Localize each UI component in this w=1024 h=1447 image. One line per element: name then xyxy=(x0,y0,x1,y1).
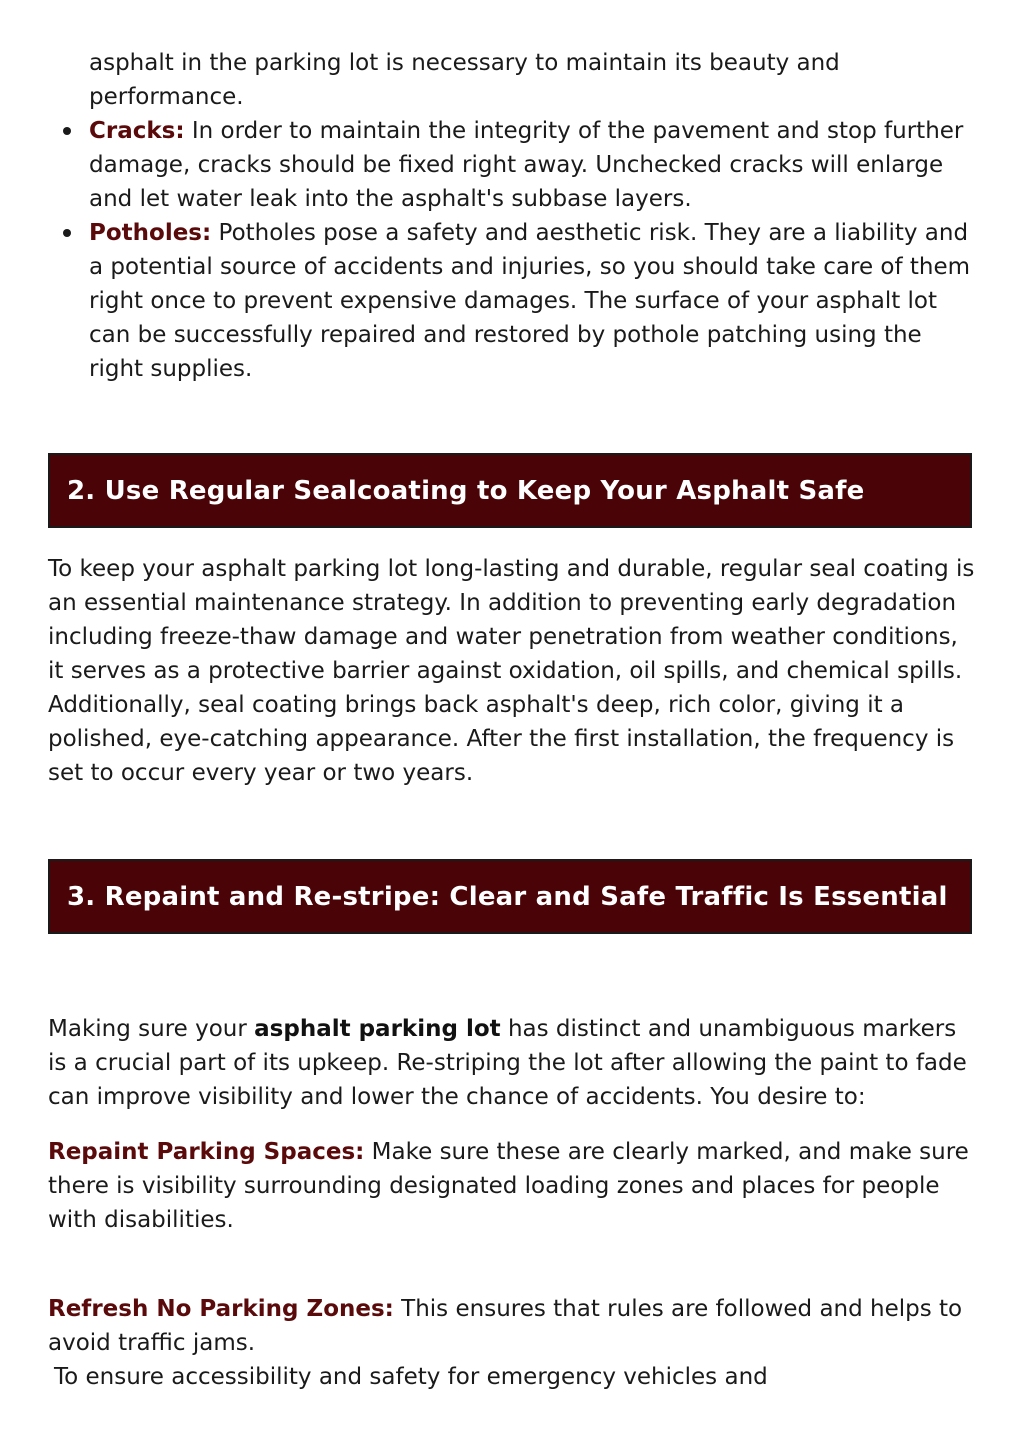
intro-bold-phrase: asphalt parking lot xyxy=(254,1016,501,1042)
term-potholes: Potholes: xyxy=(89,220,212,246)
repaint-spaces-paragraph xyxy=(48,1135,978,1237)
sealcoating-paragraph: To keep your asphalt parking lot long-lasting and durable, regular seal coating is an essential maintenance strategy. In addition to preventing early degradation including freeze-thaw damage and water penetration from weather conditions, it serves as a protective barrier against oxidation, oil spills, and chemical spills. Additionally, seal coating brings back asphalt's deep, rich color, giving it a polished, eye-catching appearance. After the first installation, the frequency is set to occur every year or two years. xyxy=(48,556,975,786)
intro-text-after: has distinct and unambiguous markers is a crucial part of its upkeep. Re-striping the lot after allowing the paint to fade can improve visibility and lower the chance of accidents. You desire to: xyxy=(48,1016,967,1110)
continuation-text: asphalt in the parking lot is necessary to maintain its beauty and performance. xyxy=(89,50,840,110)
list-item-continuation xyxy=(48,46,978,114)
intro-text-before: Making sure your xyxy=(48,1016,255,1042)
list-item-cracks xyxy=(48,114,978,216)
section-heading-restripe xyxy=(48,859,972,934)
repaint-spaces-text: Make sure these are clearly marked, and make sure there is visibility surrounding designated loading zones and places for people with disabilities. xyxy=(48,1139,969,1233)
list-item-potholes xyxy=(48,216,978,386)
section-title-restripe: 3. Repaint and Re-stripe: Clear and Safe Traffic Is Essential xyxy=(67,881,948,912)
no-parking-text: This ensures that rules are followed and helps to avoid traffic jams. xyxy=(48,1296,963,1356)
section-heading-sealcoating xyxy=(48,453,972,528)
term-repaint-spaces: Repaint Parking Spaces: xyxy=(48,1139,365,1165)
potholes-text: Potholes pose a safety and aesthetic risk. They are a liability and a potential source of accidents and injuries, so you should take care of them right once to prevent expensive damages. The surface of your asphalt lot can be successfully repaired and restored by pothole patching using the right supplies. xyxy=(89,220,971,382)
term-no-parking: Refresh No Parking Zones: xyxy=(48,1296,394,1322)
trailing-paragraph: To ensure accessibility and safety for emergency vehicles and xyxy=(54,1364,768,1390)
term-cracks: Cracks: xyxy=(89,118,185,144)
no-parking-paragraph xyxy=(48,1292,978,1360)
cracks-text: In order to maintain the integrity of the pavement and stop further damage, cracks should be fixed right away. Unchecked cracks will enlarge and let water leak into the asphalt's subbase layers. xyxy=(89,118,964,212)
section-title-sealcoating: 2. Use Regular Sealcoating to Keep Your Asphalt Safe xyxy=(67,475,865,506)
restripe-intro-paragraph xyxy=(48,1012,978,1114)
bullet-list xyxy=(48,46,978,386)
